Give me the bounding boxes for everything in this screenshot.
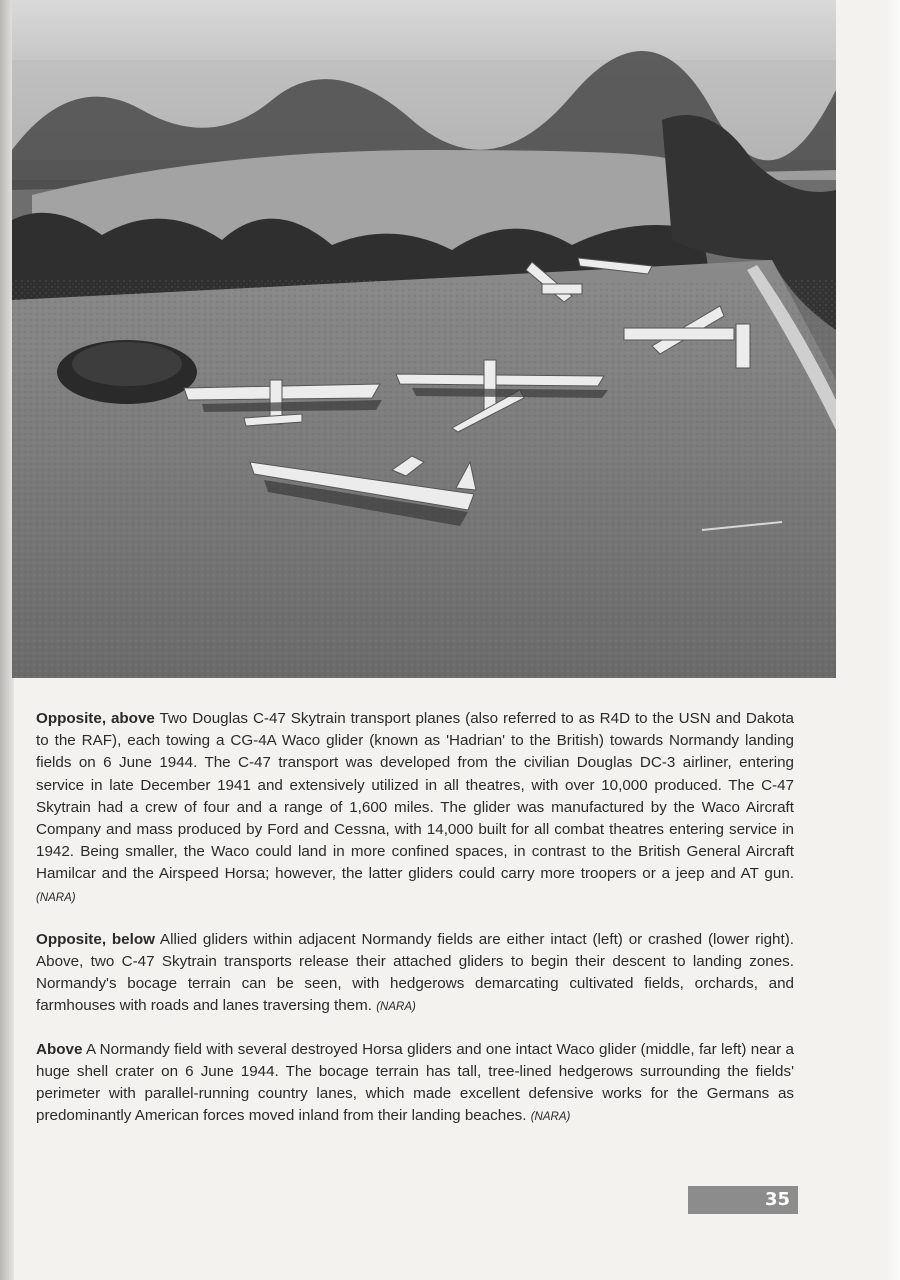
caption-lead: Opposite, above xyxy=(36,710,155,727)
caption-source: (NARA) xyxy=(36,891,76,904)
photograph-gliders-in-field xyxy=(12,0,836,678)
caption-lead: Opposite, below xyxy=(36,930,155,948)
caption-opposite-below xyxy=(36,929,794,1019)
caption-opposite-above xyxy=(36,708,794,909)
caption-block xyxy=(36,708,794,1148)
page-edge xyxy=(886,0,900,1280)
caption-above xyxy=(36,1039,794,1129)
caption-text: Two Douglas C-47 Skytrain transport planes (also referred to as R4D to the USN and Dakota to the RAF), each towing a CG-4A Waco glider (known as 'Hadrian' to the British) towards Normandy landing fields on 6 June 1944. The C-47 transport was developed from the civilian Douglas DC-3 airliner, entering service in late December 1941 and extensively utilized in all theatres, with over 10,000 produced. The C-47 Skytrain had a crew of four and a range of 1,600 miles. The glider was manufactured by the Waco Aircraft Company and mass produced by Ford and Cessna, with 14,000 built for all combat theatres entering service in 1942. Being smaller, the Waco could land in more confined spaces, in contrast to the British General Aircraft Hamilcar and the Airspeed Horsa; however, the latter gliders could carry more troopers or a jeep and AT gun. xyxy=(36,710,794,883)
caption-text: Allied gliders within adjacent Normandy fields are either intact (left) or crashed (lower right). Above, two C-47 Skytrain transports release their attached gliders to begin their descent to landing zones. Normandy's bocage terrain can be seen, with hedgerows demarcating cultivated fields, orchards, and farmhouses with roads and lanes traversing them. xyxy=(36,930,794,1015)
caption-lead: Above xyxy=(36,1040,83,1058)
caption-source: (NARA) xyxy=(530,1111,571,1124)
caption-source: (NARA) xyxy=(376,1001,416,1014)
page-number: 35 xyxy=(688,1186,798,1214)
caption-text: A Normandy field with several destroyed Horsa gliders and one intact Waco glider (middle, far left) near a huge shell crater on 6 June 1944. The bocage terrain has tall, tree-lined hedgerows surrounding the fields' perimeter with parallel-running country lanes, which made excellent defensive works for the Germans as predominantly American forces moved inland from their landing beaches. xyxy=(36,1040,794,1125)
